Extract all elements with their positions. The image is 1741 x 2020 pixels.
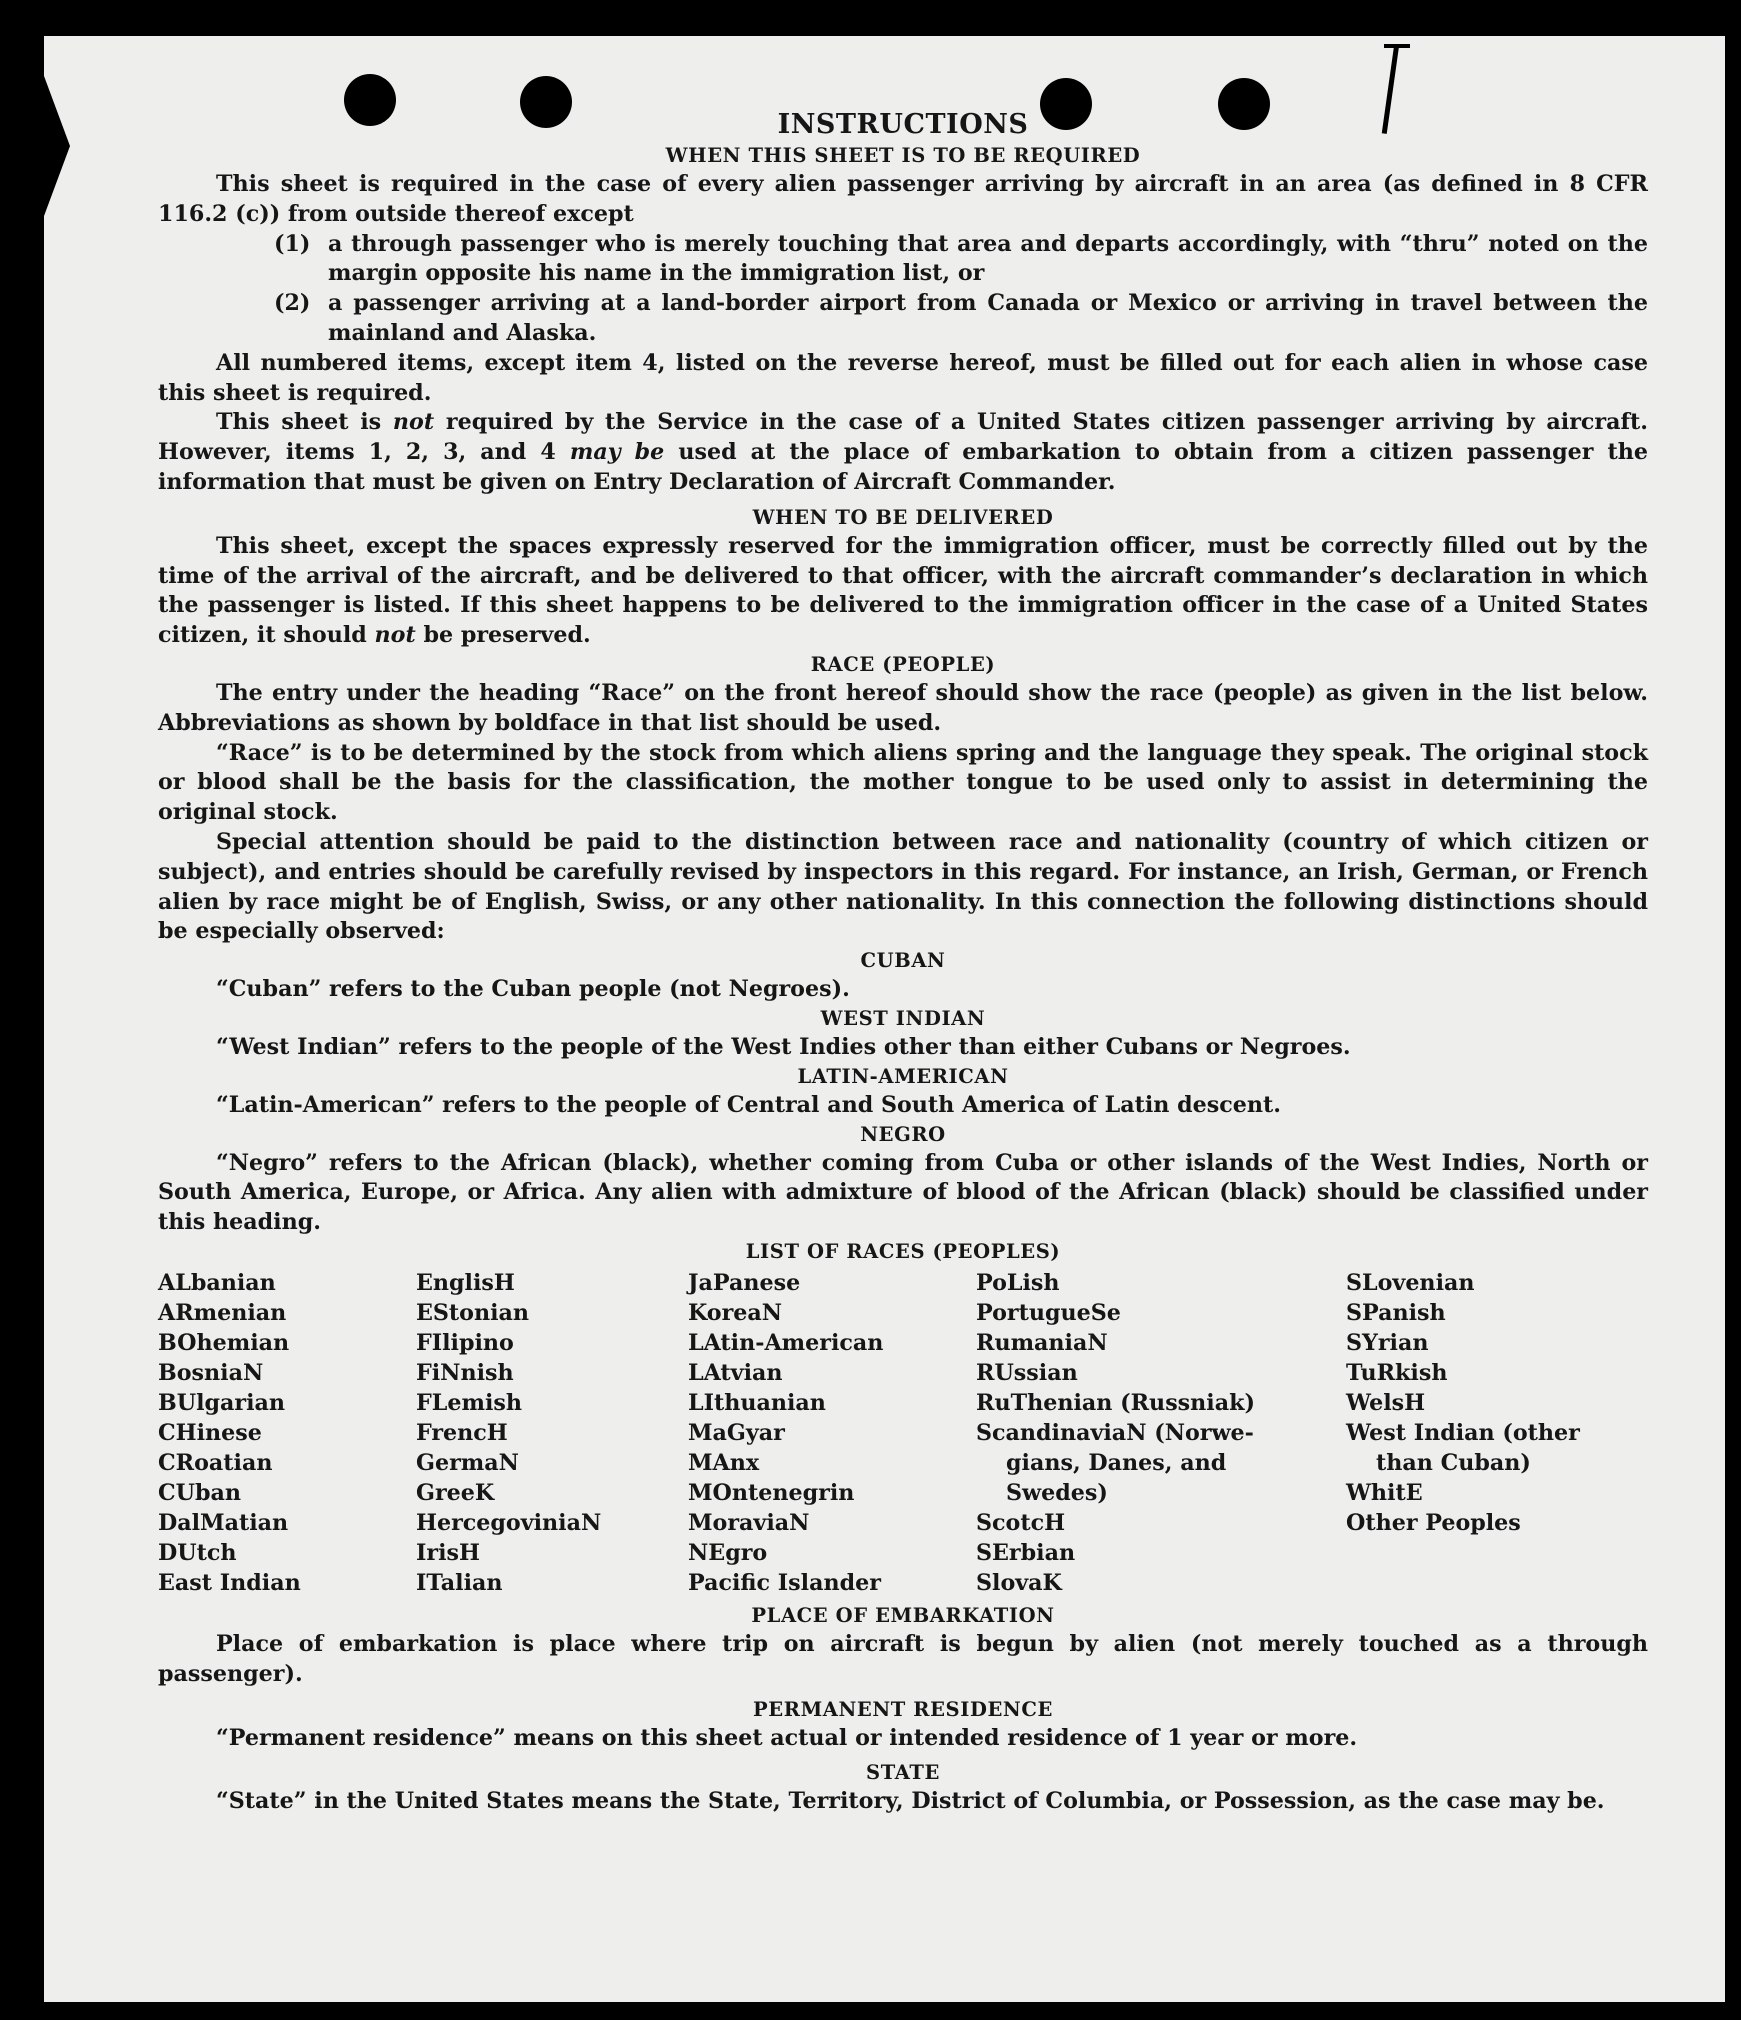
race-item: EnglisH: [416, 1269, 515, 1296]
paragraph: The entry under the heading “Race” on the front hereof should show the race (people) as given in the list below. Abbreviations as shown by boldface in that list should be used.: [158, 679, 1648, 736]
race-item: SYrian: [1346, 1329, 1429, 1356]
heading-negro: NEGRO: [860, 1122, 946, 1146]
race-item: MOntenegrin: [688, 1479, 855, 1506]
paragraph: This sheet, except the spaces expressly reserved for the immigration officer, must be correctly filled out by the time of the arrival of the aircraft, and be delivered to that officer, with the aircraft commander’s declaration in which the passenger is listed. If this sheet happens to be delivered to the immigration officer in the case of a United States citizen, it should not be preserved.: [158, 532, 1648, 649]
document-body: [158, 108, 1648, 1817]
race-column: [1346, 1268, 1646, 1598]
race-item: KoreaN: [688, 1299, 783, 1326]
exception-list: [274, 230, 1648, 349]
race-item: MAnx: [688, 1449, 760, 1476]
paragraph: “Latin-American” refers to the people of Central and South America of Latin descent.: [216, 1091, 1281, 1118]
race-item: FiNnish: [416, 1359, 514, 1386]
race-item: gians, Danes, and: [1006, 1449, 1227, 1476]
race-list: [158, 1268, 1648, 1598]
race-item: Other Peoples: [1346, 1509, 1521, 1536]
race-item: BUlgarian: [158, 1389, 286, 1416]
race-item: DUtch: [158, 1539, 237, 1566]
heading-cuban: CUBAN: [860, 949, 946, 973]
race-item: LAtvian: [688, 1359, 783, 1386]
torn-corner: [44, 76, 70, 216]
paragraph: This sheet is required in the case of every alien passenger arriving by aircraft in an area (as defined in 8 CFR 116.2 (c)) from outside thereof except: [158, 171, 1648, 227]
heading-permanent-residence: PERMANENT RESIDENCE: [753, 1697, 1053, 1721]
page-title: INSTRUCTIONS: [777, 109, 1029, 140]
race-item: ARmenian: [158, 1299, 287, 1326]
race-item: FIlipino: [416, 1329, 514, 1356]
heading-west-indian: WEST INDIAN: [820, 1006, 986, 1030]
race-item: WelsH: [1346, 1389, 1426, 1416]
paragraph: “State” in the United States means the State, Territory, District of Columbia, or Possession, as the case may be.: [216, 1788, 1605, 1815]
race-item: ScotcH: [976, 1509, 1066, 1536]
heading-list-of-races: LIST OF RACES (PEOPLES): [745, 1239, 1061, 1263]
race-item: RUssian: [976, 1359, 1078, 1386]
race-column: [416, 1268, 688, 1598]
race-item: EStonian: [416, 1299, 530, 1326]
list-item: (2) a passenger arriving at a land-border airport from Canada or Mexico or arriving in travel between the mainland and Alaska.: [274, 290, 1648, 346]
paragraph: Special attention should be paid to the distinction between race and nationality (country of which citizen or subject), and entries should be carefully revised by inspectors in this regard. For instance, an Irish, German, or French alien by race might be of English, Swiss, or any other nationality. In this connection the following distinctions should be especially observed:: [158, 828, 1648, 945]
race-item: CRoatian: [158, 1449, 273, 1476]
race-item: SErbian: [976, 1539, 1076, 1566]
race-item: GermaN: [416, 1449, 519, 1476]
race-item: Pacific Islander: [688, 1569, 881, 1596]
race-item: West Indian (other: [1346, 1419, 1580, 1446]
race-item: CUban: [158, 1479, 242, 1506]
race-item: IrisH: [416, 1539, 480, 1566]
race-item: SlovaK: [976, 1569, 1062, 1596]
race-item: CHinese: [158, 1419, 262, 1446]
paragraph: This sheet is not required by the Service in the case of a United States citizen passenger arriving by aircraft. However, items 1, 2, 3, and 4 may be used at the place of embarkation to obtain from a citizen passenger the information that must be given on Entry Declaration of Aircraft Commander.: [158, 409, 1648, 495]
race-item: ALbanian: [158, 1269, 276, 1296]
race-item: than Cuban): [1376, 1449, 1531, 1476]
race-item: FrencH: [416, 1419, 508, 1446]
race-item: East Indian: [158, 1569, 301, 1596]
race-item: ITalian: [416, 1569, 503, 1596]
race-item: NEgro: [688, 1539, 768, 1566]
heading-when-delivered: WHEN TO BE DELIVERED: [752, 505, 1054, 529]
heading-race: RACE (PEOPLE): [810, 652, 996, 676]
race-item: GreeK: [416, 1479, 495, 1506]
heading-place-of-embarkation: PLACE OF EMBARKATION: [751, 1603, 1055, 1627]
race-item: LIthuanian: [688, 1389, 826, 1416]
list-item: (1) a through passenger who is merely touching that area and departs accordingly, with “thru” noted on the margin opposite his name in the immigration list, or: [274, 230, 1648, 287]
race-item: FLemish: [416, 1389, 522, 1416]
pen-mark: [1384, 44, 1410, 48]
race-item: BosniaN: [158, 1359, 264, 1386]
race-item: RumaniaN: [976, 1329, 1108, 1356]
race-column: [158, 1268, 416, 1598]
race-item: ScandinaviaN (Norwe-: [976, 1419, 1254, 1446]
race-item: MaGyar: [688, 1419, 785, 1446]
race-item: HercegoviniaN: [416, 1509, 602, 1536]
paragraph: “Negro” refers to the African (black), whether coming from Cuba or other islands of the West Indies, North or South America, Europe, or Africa. Any alien with admixture of blood of the African (black) should be classified under this heading.: [158, 1149, 1648, 1236]
paragraph: “West Indian” refers to the people of the West Indies other than either Cubans or Negroes.: [216, 1033, 1351, 1060]
paragraph: Place of embarkation is place where trip on aircraft is begun by alien (not merely touched as a through passenger).: [158, 1630, 1648, 1687]
race-item: LAtin-American: [688, 1329, 884, 1356]
heading-latin-american: LATIN-AMERICAN: [797, 1064, 1009, 1088]
heading-when-required: WHEN THIS SHEET IS TO BE REQUIRED: [665, 144, 1141, 167]
paragraph: “Cuban” refers to the Cuban people (not Negroes).: [216, 976, 850, 1003]
race-item: JaPanese: [688, 1269, 801, 1296]
race-item: MoraviaN: [688, 1509, 810, 1536]
paragraph: “Permanent residence” means on this sheet actual or intended residence of 1 year or more.: [216, 1724, 1358, 1751]
race-item: WhitE: [1346, 1479, 1423, 1506]
race-item: BOhemian: [158, 1329, 290, 1356]
race-column: [976, 1268, 1346, 1598]
race-item: SPanish: [1346, 1299, 1446, 1326]
race-item: DalMatian: [158, 1509, 289, 1536]
document-page: [44, 36, 1725, 2002]
race-item: TuRkish: [1346, 1359, 1448, 1386]
paragraph: All numbered items, except item 4, listed on the reverse hereof, must be filled out for each alien in whose case this sheet is required.: [158, 349, 1648, 406]
heading-state: STATE: [866, 1761, 940, 1785]
race-item: PortugueSe: [976, 1299, 1121, 1326]
race-item: PoLish: [976, 1269, 1060, 1296]
race-item: Swedes): [1006, 1479, 1108, 1506]
race-item: SLovenian: [1346, 1269, 1475, 1296]
paragraph: “Race” is to be determined by the stock from which aliens spring and the language they speak. The original stock or blood shall be the basis for the classification, the mother tongue to be used only to assist in determining the original stock.: [158, 739, 1648, 826]
race-item: RuThenian (Russniak): [976, 1389, 1255, 1416]
race-column: [688, 1268, 976, 1598]
